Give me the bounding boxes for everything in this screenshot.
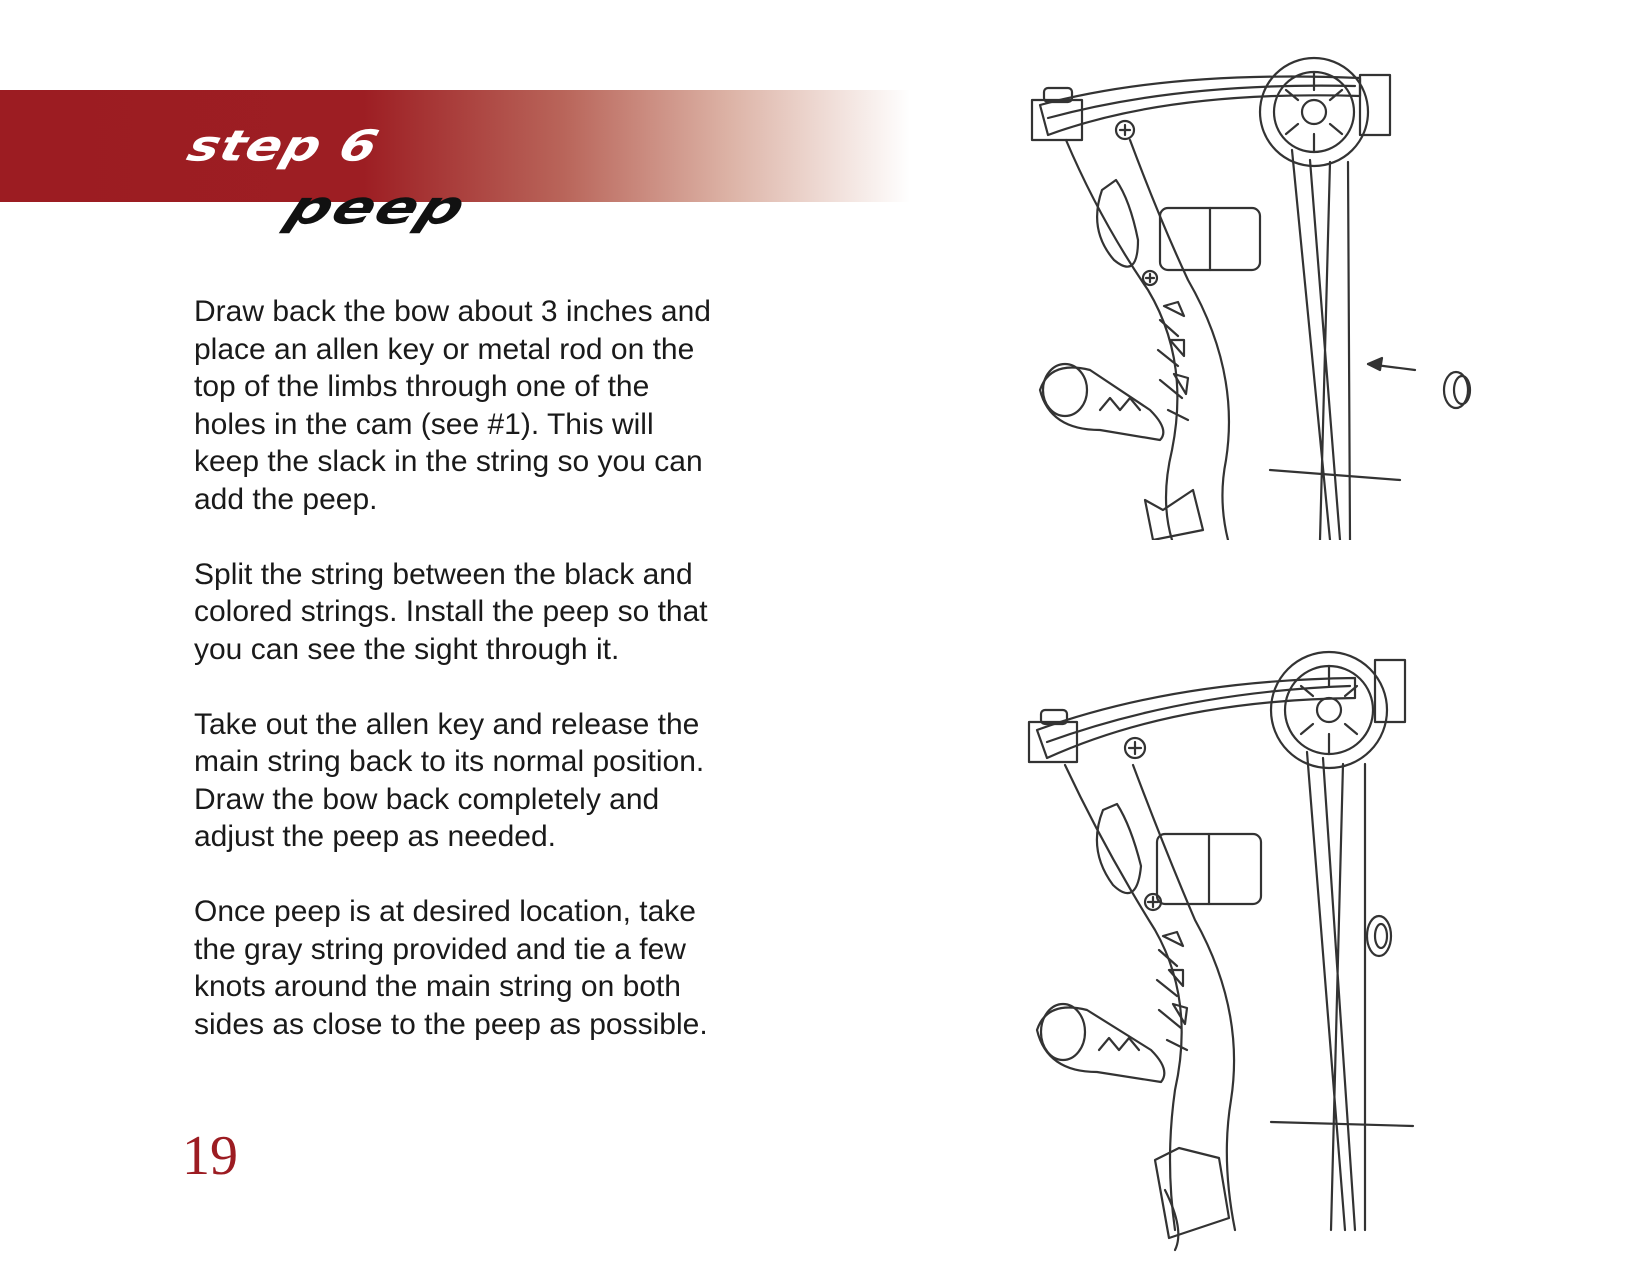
instructions [194, 293, 714, 1081]
instruction-paragraph: Once peep is at desired location, take the gray string provided and tie a few knots around the main string on both sides as close to the peep as possible. [194, 895, 708, 1041]
instruction-paragraph: Take out the allen key and release the main string back to its normal position. Draw the bow back completely and adjust the peep as needed. [194, 707, 705, 853]
instruction-paragraph: Draw back the bow about 3 inches and place an allen key or metal rod on the top of the limbs through one of the holes in the cam (see #1). This will keep the slack in the string so you can add the peep. [194, 295, 711, 516]
page-number: 19 [182, 1125, 238, 1187]
step-name: peep [278, 180, 476, 236]
bow-diagram-split-string [1030, 30, 1510, 540]
bow-diagram-peep-installed [1025, 630, 1485, 1260]
step-label: step 6 [181, 122, 385, 172]
instruction-paragraph: Split the string between the black and colored strings. Install the peep so that you can see the sight through it. [194, 557, 708, 666]
